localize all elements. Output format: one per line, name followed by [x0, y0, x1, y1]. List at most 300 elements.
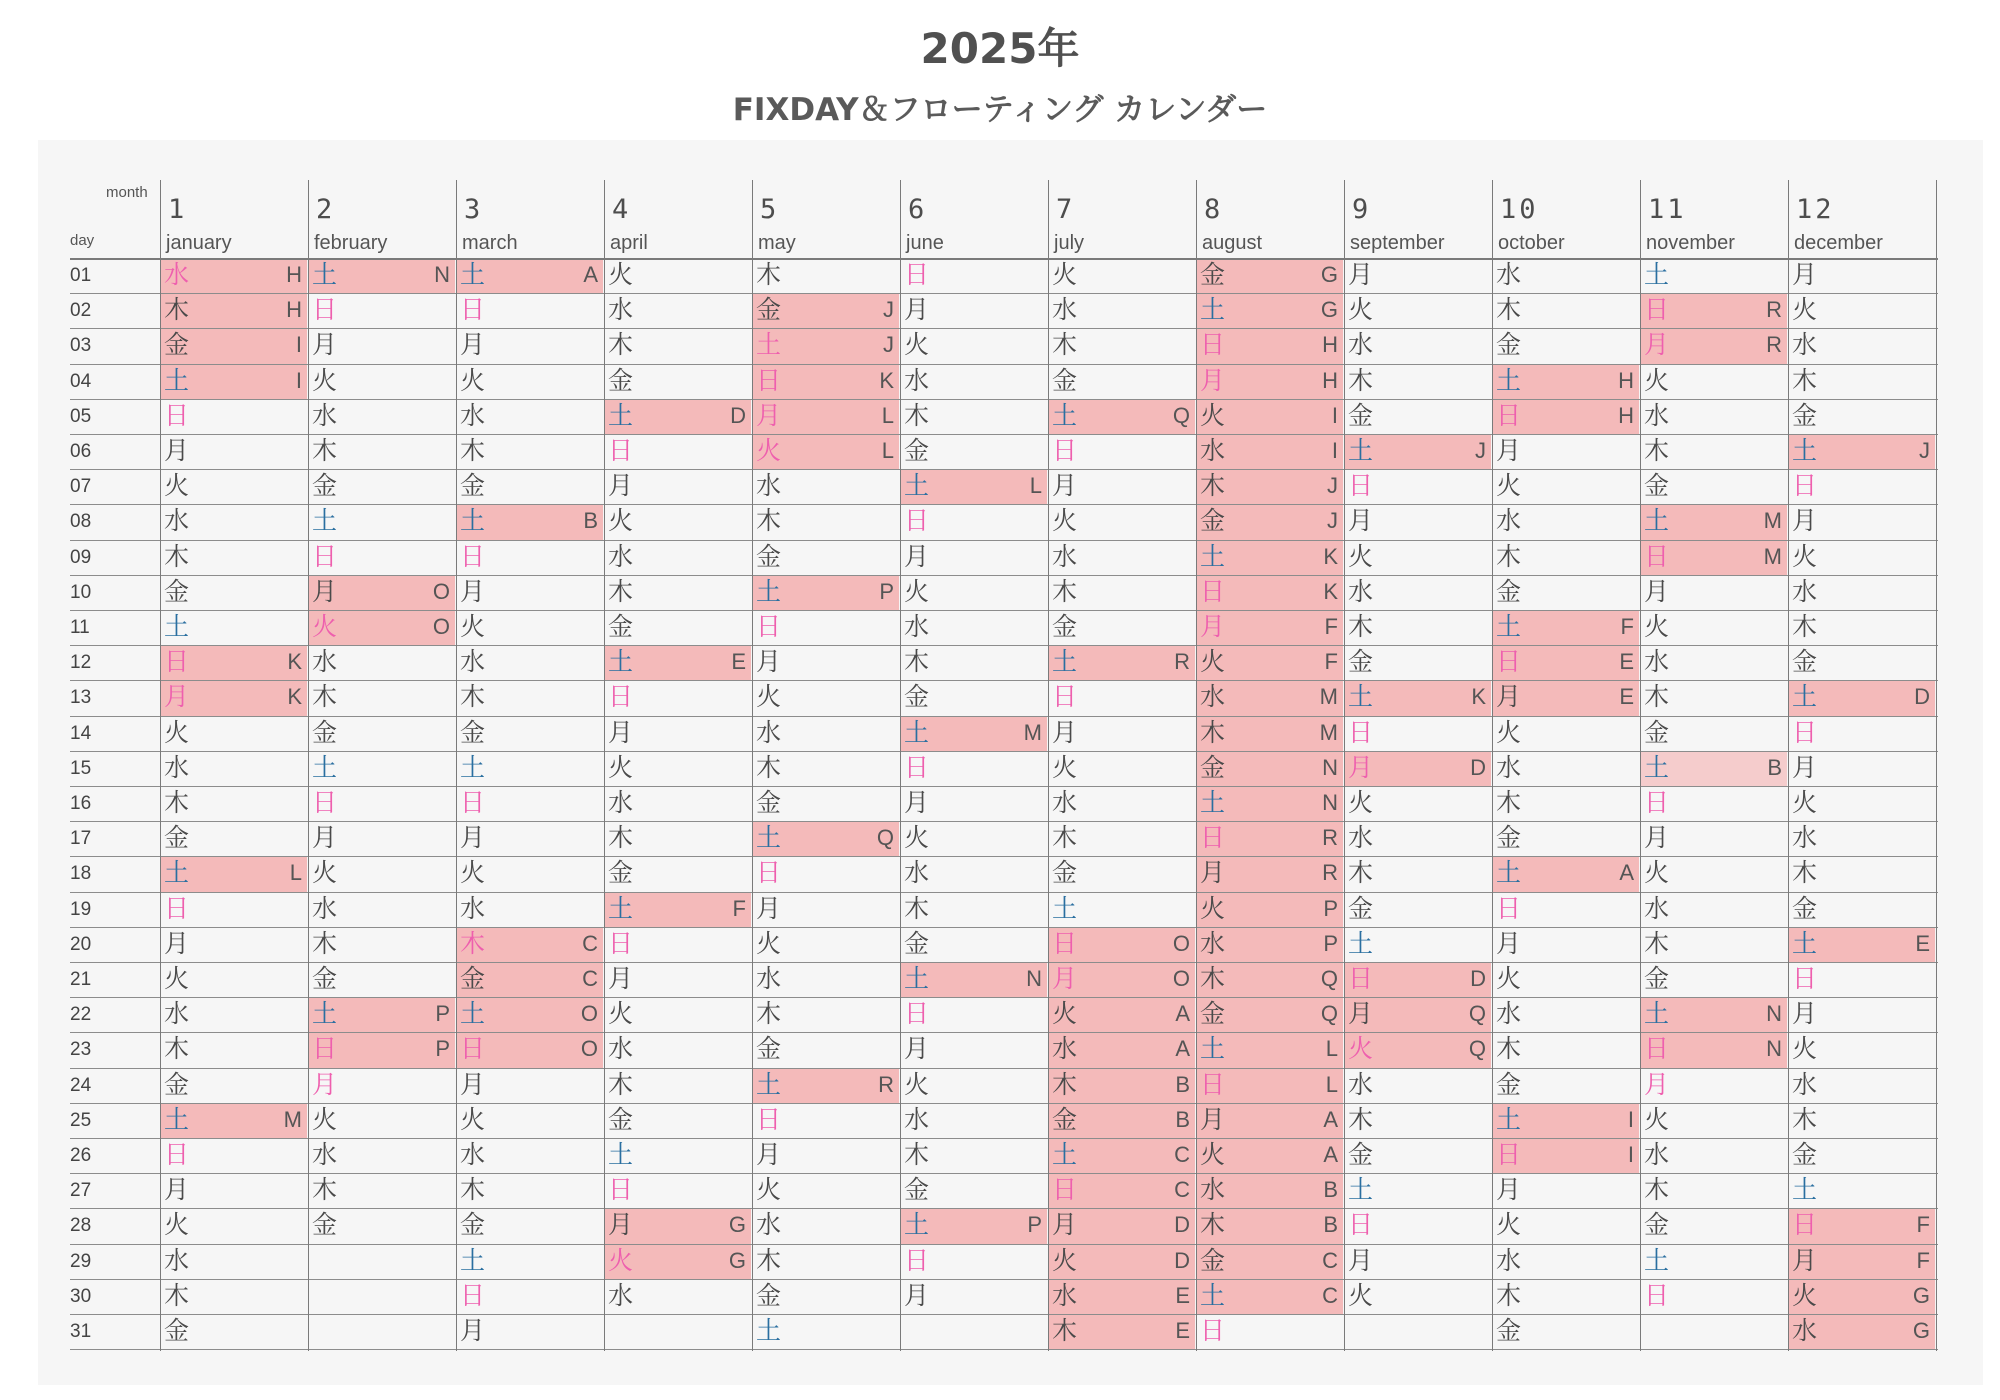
cell-code: E — [1915, 930, 1930, 956]
weekday-glyph: 火 — [1644, 612, 1670, 641]
weekday-glyph: 月 — [1496, 1175, 1522, 1205]
weekday-glyph: 水 — [1200, 682, 1226, 712]
page-title: 2025年 — [920, 24, 1080, 73]
cell-code: A — [1619, 860, 1634, 886]
weekday-glyph: 土 — [756, 330, 782, 360]
weekday-glyph: 火 — [756, 1175, 782, 1205]
weekday-glyph: 金 — [756, 1280, 782, 1310]
weekday-glyph: 日 — [1644, 541, 1670, 571]
day-number: 03 — [70, 335, 92, 357]
cell-code: D — [730, 402, 746, 428]
weekday-glyph: 土 — [1496, 858, 1522, 888]
weekday-glyph: 日 — [1348, 471, 1374, 501]
weekday-glyph: 金 — [1644, 1210, 1670, 1240]
column-divider — [1492, 180, 1493, 1351]
month-number: 4 — [612, 194, 632, 225]
weekday-glyph: 水 — [460, 1140, 486, 1169]
weekday-glyph: 土 — [164, 858, 190, 888]
weekday-glyph: 火 — [1496, 964, 1522, 993]
row-divider — [70, 1314, 1938, 1315]
weekday-glyph: 火 — [904, 576, 930, 606]
weekday-glyph: 土 — [312, 506, 338, 536]
weekday-glyph: 木 — [1052, 576, 1078, 606]
weekday-glyph: 木 — [1496, 295, 1522, 325]
weekday-glyph: 日 — [904, 506, 930, 536]
weekday-glyph: 月 — [1496, 436, 1522, 465]
weekday-glyph: 日 — [1052, 1175, 1078, 1205]
day-number: 05 — [70, 405, 92, 427]
weekday-glyph: 水 — [312, 1140, 338, 1169]
column-divider — [752, 180, 753, 1351]
weekday-glyph: 土 — [1052, 1140, 1078, 1169]
weekday-glyph: 火 — [756, 436, 782, 465]
cell-code: G — [1320, 262, 1338, 287]
weekday-glyph: 金 — [1348, 400, 1374, 430]
weekday-glyph: 水 — [1052, 541, 1078, 571]
weekday-glyph: 月 — [1496, 682, 1522, 712]
weekday-glyph: 月 — [608, 1210, 634, 1240]
weekday-glyph: 水 — [312, 893, 338, 923]
weekday-glyph: 月 — [1052, 717, 1078, 747]
weekday-glyph: 水 — [756, 964, 782, 993]
weekday-glyph: 土 — [164, 1104, 190, 1134]
cell-code: N — [1766, 1001, 1782, 1027]
weekday-glyph: 月 — [1792, 999, 1818, 1029]
weekday-glyph: 木 — [164, 788, 190, 817]
day-number: 31 — [70, 1321, 92, 1342]
weekday-glyph: 水 — [164, 999, 190, 1029]
day-number: 08 — [70, 511, 92, 533]
weekday-glyph: 火 — [1792, 541, 1818, 571]
weekday-glyph: 土 — [1644, 260, 1670, 289]
weekday-glyph: 金 — [1200, 752, 1226, 782]
weekday-glyph: 金 — [904, 1175, 930, 1205]
weekday-glyph: 火 — [608, 506, 634, 536]
weekday-glyph: 木 — [904, 647, 930, 677]
day-number: 04 — [70, 370, 92, 392]
cell-code: J — [1475, 438, 1486, 463]
weekday-glyph: 土 — [1200, 788, 1226, 817]
weekday-glyph: 火 — [460, 365, 486, 395]
cell-code: L — [1029, 473, 1042, 499]
weekday-glyph: 土 — [1792, 682, 1818, 712]
weekday-glyph: 土 — [460, 506, 486, 536]
month-name: august — [1202, 232, 1263, 254]
cell-code: O — [580, 1036, 598, 1062]
weekday-glyph: 木 — [460, 1175, 486, 1205]
month-number: 8 — [1204, 194, 1224, 225]
cell-code: M — [1319, 719, 1338, 745]
weekday-glyph: 金 — [1792, 1140, 1818, 1169]
weekday-glyph: 日 — [904, 260, 930, 289]
cell-code: N — [1322, 754, 1338, 780]
weekday-glyph: 火 — [460, 612, 486, 641]
cell-code: O — [1172, 966, 1190, 991]
weekday-glyph: 火 — [164, 964, 190, 993]
weekday-glyph: 日 — [1348, 1210, 1374, 1240]
weekday-glyph: 火 — [1052, 506, 1078, 536]
weekday-glyph: 土 — [756, 576, 782, 606]
month-number: 10 — [1500, 194, 1539, 225]
weekday-glyph: 土 — [1348, 1175, 1374, 1205]
weekday-glyph: 木 — [608, 576, 634, 606]
cell-code: G — [1912, 1318, 1930, 1343]
cell-code: Q — [1320, 1001, 1338, 1027]
weekday-glyph: 金 — [1792, 400, 1818, 430]
weekday-glyph: 水 — [460, 893, 486, 923]
cell-code: I — [295, 367, 302, 393]
cell-code: H — [1618, 402, 1634, 428]
weekday-glyph: 日 — [164, 400, 190, 430]
weekday-glyph: 火 — [904, 823, 930, 853]
cell-code: F — [1620, 614, 1634, 639]
weekday-glyph: 土 — [1348, 682, 1374, 712]
cell-code: G — [728, 1212, 746, 1238]
weekday-glyph: 木 — [756, 1245, 782, 1275]
weekday-glyph: 金 — [756, 541, 782, 571]
weekday-glyph: 月 — [460, 1316, 486, 1345]
cell-code: L — [1325, 1036, 1338, 1062]
weekday-glyph: 金 — [608, 612, 634, 641]
weekday-glyph: 金 — [904, 928, 930, 958]
weekday-glyph: 水 — [1644, 400, 1670, 430]
month-name: january — [166, 232, 232, 254]
weekday-glyph: 火 — [312, 365, 338, 395]
weekday-glyph: 金 — [1052, 1104, 1078, 1134]
weekday-glyph: 月 — [312, 330, 338, 360]
weekday-glyph: 日 — [1792, 471, 1818, 501]
weekday-glyph: 金 — [1348, 647, 1374, 677]
day-number: 20 — [70, 933, 92, 955]
month-name: october — [1498, 232, 1565, 254]
cell-code: K — [1323, 578, 1338, 604]
weekday-glyph: 土 — [460, 999, 486, 1029]
cell-code: L — [289, 860, 302, 886]
weekday-glyph: 土 — [1496, 365, 1522, 395]
weekday-glyph: 水 — [1792, 1316, 1818, 1345]
weekday-glyph: 火 — [1348, 788, 1374, 817]
weekday-glyph: 火 — [608, 752, 634, 782]
weekday-glyph: 木 — [1496, 1280, 1522, 1310]
weekday-glyph: 火 — [164, 471, 190, 501]
weekday-glyph: 火 — [1792, 788, 1818, 817]
cell-code: J — [1327, 508, 1338, 534]
weekday-glyph: 木 — [1052, 823, 1078, 853]
weekday-glyph: 土 — [312, 260, 338, 289]
weekday-glyph: 月 — [1200, 612, 1226, 641]
cell-code: Q — [1172, 402, 1190, 428]
month-name: december — [1794, 232, 1883, 254]
weekday-glyph: 金 — [1496, 576, 1522, 606]
weekday-glyph: 木 — [1496, 788, 1522, 817]
weekday-glyph: 木 — [312, 928, 338, 958]
weekday-glyph: 土 — [608, 1140, 634, 1169]
cell-code: P — [1323, 930, 1338, 956]
weekday-glyph: 月 — [460, 823, 486, 853]
month-name: march — [462, 232, 518, 254]
weekday-glyph: 土 — [1496, 612, 1522, 641]
cell-code: F — [1324, 649, 1338, 675]
weekday-glyph: 火 — [164, 717, 190, 747]
day-number: 01 — [70, 265, 92, 286]
weekday-glyph: 木 — [1348, 612, 1374, 641]
weekday-glyph: 月 — [312, 823, 338, 853]
cell-code: L — [881, 438, 894, 463]
weekday-glyph: 木 — [164, 1280, 190, 1310]
month-number: 11 — [1648, 194, 1687, 225]
weekday-glyph: 金 — [1496, 330, 1522, 360]
cell-code: E — [1619, 684, 1634, 710]
column-divider — [160, 180, 161, 1351]
weekday-glyph: 金 — [1496, 823, 1522, 853]
cell-code: R — [1322, 860, 1338, 886]
weekday-glyph: 火 — [1348, 1280, 1374, 1310]
cell-code: I — [1331, 402, 1338, 428]
weekday-glyph: 日 — [1348, 717, 1374, 747]
cell-code: J — [883, 332, 894, 358]
weekday-glyph: 土 — [1792, 436, 1818, 465]
cell-code: A — [583, 262, 598, 287]
cell-code: C — [582, 930, 598, 956]
cell-code: P — [435, 1036, 450, 1062]
month-number: 6 — [908, 194, 928, 225]
weekday-glyph: 日 — [1496, 893, 1522, 923]
cell-code: K — [287, 684, 302, 710]
weekday-glyph: 金 — [1200, 506, 1226, 536]
cell-code: A — [1323, 1142, 1338, 1167]
cell-code: J — [1327, 473, 1338, 499]
weekday-glyph: 木 — [756, 260, 782, 289]
weekday-glyph: 日 — [460, 295, 486, 325]
weekday-glyph: 金 — [1200, 260, 1226, 289]
weekday-glyph: 木 — [1644, 1175, 1670, 1205]
weekday-glyph: 月 — [460, 1069, 486, 1099]
cell-code: H — [286, 262, 302, 287]
weekday-glyph: 土 — [460, 752, 486, 782]
weekday-glyph: 日 — [460, 788, 486, 817]
weekday-glyph: 土 — [312, 752, 338, 782]
weekday-glyph: 火 — [312, 1104, 338, 1134]
weekday-glyph: 水 — [1052, 788, 1078, 817]
weekday-glyph: 水 — [608, 295, 634, 325]
weekday-glyph: 金 — [756, 1034, 782, 1064]
weekday-glyph: 水 — [1348, 823, 1374, 853]
day-number: 30 — [70, 1285, 92, 1307]
day-number: 22 — [70, 1004, 92, 1026]
weekday-glyph: 月 — [1644, 823, 1670, 853]
weekday-glyph: 月 — [1792, 1245, 1818, 1275]
cell-code: J — [883, 297, 894, 323]
cell-code: B — [1175, 1071, 1190, 1097]
weekday-glyph: 月 — [904, 788, 930, 817]
month-name: february — [314, 232, 388, 254]
cell-code: M — [1763, 543, 1782, 569]
cell-code: P — [435, 1001, 450, 1027]
weekday-glyph: 土 — [756, 1069, 782, 1099]
weekday-glyph: 月 — [1052, 471, 1078, 501]
cell-code: O — [580, 1001, 598, 1027]
cell-code: A — [1323, 1106, 1338, 1132]
weekday-glyph: 土 — [608, 893, 634, 923]
weekday-glyph: 木 — [1348, 858, 1374, 888]
weekday-glyph: 土 — [1348, 436, 1374, 465]
weekday-glyph: 火 — [608, 260, 634, 289]
cell-code: K — [879, 367, 894, 393]
month-name: july — [1054, 232, 1085, 254]
weekday-glyph: 月 — [1644, 1069, 1670, 1099]
weekday-glyph: 水 — [1792, 576, 1818, 606]
cell-code: D — [1174, 1212, 1190, 1238]
weekday-glyph: 木 — [1496, 541, 1522, 571]
weekday-glyph: 土 — [904, 1210, 930, 1240]
weekday-glyph: 木 — [608, 823, 634, 853]
weekday-glyph: 日 — [1200, 330, 1226, 360]
weekday-glyph: 火 — [1200, 400, 1226, 430]
weekday-glyph: 金 — [460, 964, 486, 993]
weekday-glyph: 水 — [608, 1280, 634, 1310]
cell-code: Q — [1468, 1001, 1486, 1027]
cell-code: H — [1618, 367, 1634, 393]
cell-code: G — [1912, 1282, 1930, 1308]
weekday-glyph: 日 — [1052, 436, 1078, 465]
day-number: 24 — [70, 1074, 92, 1096]
weekday-glyph: 木 — [1644, 682, 1670, 712]
weekday-glyph: 土 — [1792, 928, 1818, 958]
weekday-glyph: 日 — [608, 928, 634, 958]
weekday-glyph: 木 — [1792, 858, 1818, 888]
weekday-glyph: 土 — [1348, 928, 1374, 958]
day-number: 10 — [70, 581, 92, 603]
weekday-glyph: 水 — [1200, 928, 1226, 958]
weekday-glyph: 土 — [904, 471, 930, 501]
weekday-glyph: 月 — [1200, 365, 1226, 395]
weekday-glyph: 火 — [1200, 647, 1226, 677]
weekday-glyph: 水 — [1644, 647, 1670, 677]
weekday-glyph: 水 — [164, 506, 190, 536]
day-number: 19 — [70, 898, 92, 920]
weekday-glyph: 月 — [1792, 260, 1818, 289]
weekday-glyph: 水 — [1644, 1140, 1670, 1169]
weekday-glyph: 日 — [1052, 682, 1078, 712]
weekday-glyph: 火 — [1200, 893, 1226, 923]
weekday-glyph: 水 — [164, 260, 190, 289]
weekday-glyph: 金 — [164, 1316, 190, 1345]
day-number: 21 — [70, 969, 92, 990]
weekday-glyph: 月 — [164, 682, 190, 712]
weekday-glyph: 月 — [1348, 1245, 1374, 1275]
cell-code: P — [1323, 895, 1338, 921]
weekday-glyph: 火 — [1792, 1034, 1818, 1064]
weekday-glyph: 月 — [164, 436, 190, 465]
cell-code: O — [432, 614, 450, 639]
weekday-glyph: 火 — [1496, 717, 1522, 747]
cell-code: F — [1324, 614, 1338, 639]
weekday-glyph: 水 — [1052, 295, 1078, 325]
weekday-glyph: 水 — [756, 1210, 782, 1240]
cell-code: K — [287, 649, 302, 675]
weekday-glyph: 土 — [904, 717, 930, 747]
weekday-glyph: 金 — [756, 295, 782, 325]
weekday-glyph: 日 — [1644, 1280, 1670, 1310]
weekday-glyph: 火 — [1348, 1034, 1374, 1064]
weekday-glyph: 木 — [1644, 928, 1670, 958]
weekday-glyph: 土 — [460, 1245, 486, 1275]
weekday-glyph: 水 — [756, 471, 782, 501]
weekday-glyph: 火 — [756, 928, 782, 958]
weekday-glyph: 月 — [1200, 858, 1226, 888]
weekday-glyph: 金 — [904, 436, 930, 465]
weekday-glyph: 日 — [756, 858, 782, 888]
weekday-glyph: 日 — [164, 1140, 190, 1169]
weekday-glyph: 火 — [460, 858, 486, 888]
weekday-glyph: 土 — [1052, 647, 1078, 677]
weekday-glyph: 火 — [1644, 365, 1670, 395]
cell-code: P — [1027, 1212, 1042, 1238]
weekday-glyph: 火 — [1052, 1245, 1078, 1275]
weekday-glyph: 日 — [1200, 823, 1226, 853]
weekday-glyph: 日 — [1644, 788, 1670, 817]
weekday-glyph: 月 — [1348, 752, 1374, 782]
weekday-glyph: 土 — [1200, 1034, 1226, 1064]
weekday-glyph: 火 — [904, 330, 930, 360]
weekday-glyph: 日 — [1644, 295, 1670, 325]
weekday-glyph: 土 — [1644, 506, 1670, 536]
weekday-glyph: 日 — [1644, 1034, 1670, 1064]
weekday-glyph: 金 — [164, 823, 190, 853]
weekday-glyph: 水 — [1496, 752, 1522, 782]
weekday-glyph: 火 — [1792, 1280, 1818, 1310]
weekday-glyph: 金 — [1052, 365, 1078, 395]
day-number: 23 — [70, 1039, 92, 1061]
weekday-glyph: 水 — [1644, 893, 1670, 923]
weekday-glyph: 日 — [312, 788, 338, 817]
weekday-glyph: 日 — [1200, 1316, 1226, 1345]
weekday-glyph: 水 — [1200, 1175, 1226, 1205]
column-divider — [1640, 180, 1641, 1351]
weekday-glyph: 火 — [1348, 541, 1374, 571]
weekday-glyph: 金 — [608, 858, 634, 888]
weekday-glyph: 月 — [1644, 330, 1670, 360]
weekday-glyph: 月 — [460, 576, 486, 606]
cell-code: C — [1322, 1247, 1338, 1273]
cell-code: I — [295, 332, 302, 358]
weekday-glyph: 日 — [904, 752, 930, 782]
weekday-glyph: 木 — [1200, 471, 1226, 501]
weekday-glyph: 木 — [1348, 1104, 1374, 1134]
weekday-glyph: 木 — [1052, 1316, 1078, 1345]
weekday-glyph: 金 — [312, 471, 338, 501]
weekday-glyph: 水 — [1792, 330, 1818, 360]
cell-code: J — [1919, 438, 1930, 463]
weekday-glyph: 月 — [608, 717, 634, 747]
weekday-glyph: 金 — [1644, 471, 1670, 501]
weekday-glyph: 金 — [164, 330, 190, 360]
weekday-glyph: 木 — [1200, 717, 1226, 747]
column-divider — [1196, 180, 1197, 1351]
weekday-glyph: 月 — [1052, 1210, 1078, 1240]
weekday-glyph: 水 — [1496, 260, 1522, 289]
weekday-glyph: 日 — [1200, 576, 1226, 606]
weekday-glyph: 木 — [460, 436, 486, 465]
weekday-glyph: 木 — [164, 541, 190, 571]
weekday-glyph: 金 — [1644, 964, 1670, 993]
weekday-glyph: 木 — [1200, 1210, 1226, 1240]
weekday-glyph: 日 — [756, 612, 782, 641]
cell-code: E — [1619, 649, 1634, 675]
weekday-glyph: 水 — [460, 400, 486, 430]
cell-code: P — [879, 578, 894, 604]
weekday-glyph: 火 — [312, 612, 338, 641]
